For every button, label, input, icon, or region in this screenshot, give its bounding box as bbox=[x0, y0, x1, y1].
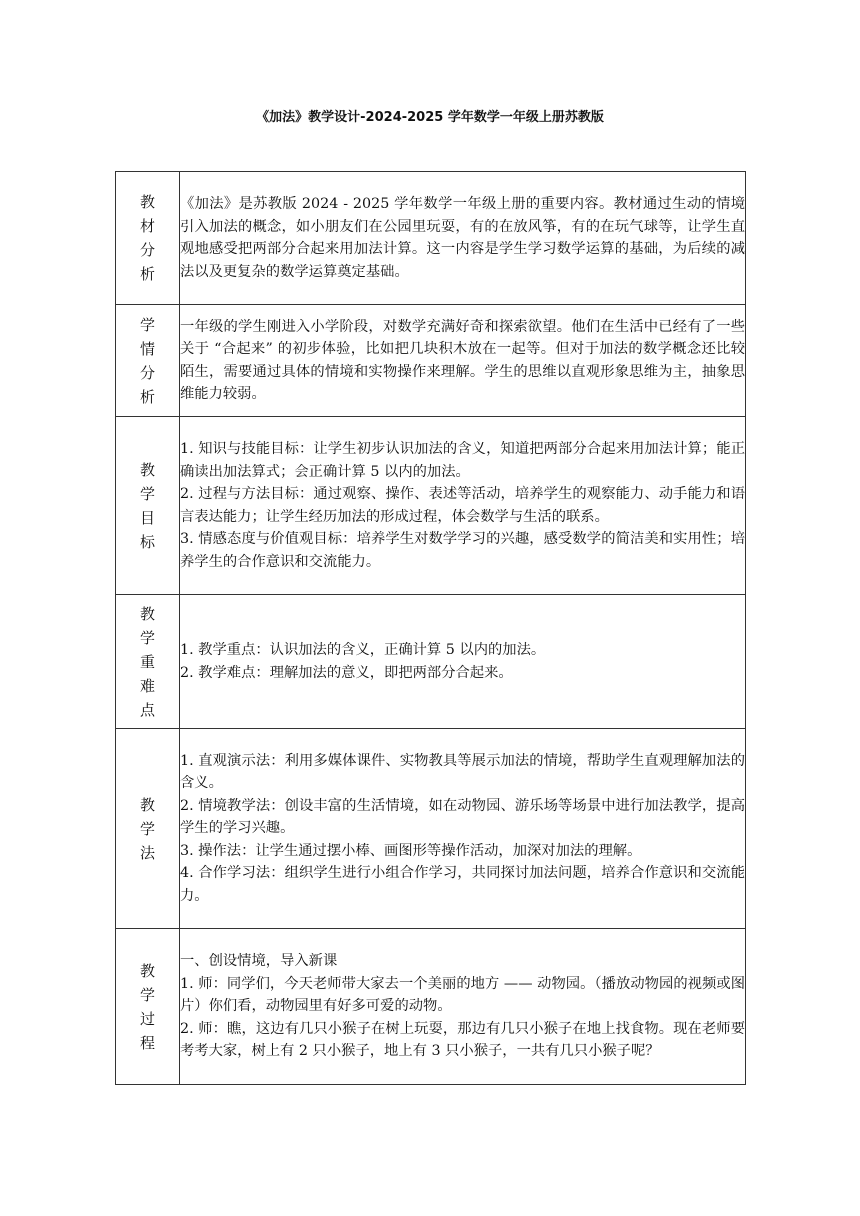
label-char: 过 bbox=[139, 1009, 155, 1028]
row-content-textbook-analysis bbox=[180, 172, 746, 305]
paragraph: 一年级的学生刚进入小学阶段，对数学充满好奇和探索欲望。他们在生活中已经有了一些关于 “合起来” 的初步体验，比如把几块积木放在一起等。但对于加法的数学概念还比较陌生，需要通过具体的情境和实物操作来理解。学生的思维以直观形象思维为主，抽象思维能力较弱。 bbox=[180, 318, 745, 402]
label-char: 重 bbox=[139, 652, 155, 671]
row-label-key-difficult-points bbox=[116, 595, 180, 729]
row-label-teaching-methods bbox=[116, 729, 180, 929]
row-content-student-analysis bbox=[180, 305, 746, 417]
row-label-student-analysis bbox=[116, 305, 180, 417]
paragraph: 2. 师：瞧，这边有几只小猴子在树上玩耍，那边有几只小猴子在地上找食物。现在老师要考考大家，树上有 2 只小猴子，地上有 3 只小猴子，一共有几只小猴子呢？ bbox=[180, 1020, 745, 1060]
row-label-teaching-goals bbox=[116, 417, 180, 595]
paragraph: 3. 情感态度与价值观目标：培养学生对数学学习的兴趣，感受数学的简洁美和实用性；培养学生的合作意识和交流能力。 bbox=[180, 531, 745, 570]
label-char: 点 bbox=[139, 700, 155, 719]
table-row-key-difficult-points bbox=[116, 595, 746, 729]
label-char: 学 bbox=[139, 985, 155, 1004]
paragraph: 一、创设情境，导入新课 bbox=[180, 953, 338, 970]
label-char: 程 bbox=[139, 1033, 155, 1052]
label-char: 法 bbox=[139, 843, 155, 862]
table-row-textbook-analysis bbox=[116, 172, 746, 305]
table-row-teaching-goals bbox=[116, 417, 746, 595]
paragraph: 3. 操作法：让学生通过摆小棒、画图形等操作活动，加深对加法的理解。 bbox=[180, 842, 642, 859]
label-char: 教 bbox=[139, 604, 155, 623]
row-content-key-difficult-points bbox=[180, 595, 746, 729]
paragraph: 《加法》是苏教版 2024 - 2025 学年数学一年级上册的重要内容。教材通过生动的情境引入加法的概念，如小朋友们在公园里玩耍，有的在放风筝，有的在玩气球等，让学生直观地感受把两部分合起来用加法计算。这一内容是学生学习数学运算的基础，为后续的减法以及更复杂的数学运算奠定基础。 bbox=[180, 196, 745, 280]
label-char: 析 bbox=[139, 387, 155, 406]
label-char: 析 bbox=[139, 265, 155, 283]
paragraph: 4. 合作学习法：组织学生进行小组合作学习，共同探讨加法问题，培养合作意识和交流能力。 bbox=[180, 865, 745, 904]
label-char: 难 bbox=[139, 676, 155, 695]
label-char: 材 bbox=[139, 217, 155, 235]
label-char: 目 bbox=[139, 508, 155, 527]
paragraph: 2. 过程与方法目标：通过观察、操作、表述等活动，培养学生的观察能力、动手能力和语言表达能力；让学生经历加法的形成过程，体会数学与生活的联系。 bbox=[180, 486, 745, 525]
label-char: 分 bbox=[139, 241, 155, 259]
paragraph: 2. 情境教学法：创设丰富的生活情境，如在动物园、游乐场等场景中进行加法教学，提高学生的学习兴趣。 bbox=[180, 797, 745, 837]
row-content-teaching-process bbox=[180, 929, 746, 1085]
row-label-textbook-analysis bbox=[116, 172, 180, 305]
paragraph: 1. 师：同学们，今天老师带大家去一个美丽的地方 —— 动物园。（播放动物园的视频或图片）你们看，动物园里有好多可爱的动物。 bbox=[180, 975, 745, 1015]
paragraph: 1. 知识与技能目标：让学生初步认识加法的含义，知道把两部分合起来用加法计算；能正确读出加法算式；会正确计算 5 以内的加法。 bbox=[180, 441, 745, 480]
label-char: 学 bbox=[139, 819, 155, 838]
page-title: 《加法》教学设计-2024-2025 学年数学一年级上册苏教版 bbox=[256, 110, 604, 125]
label-char: 分 bbox=[139, 363, 155, 382]
label-char: 学 bbox=[139, 628, 155, 647]
table-row-teaching-methods bbox=[116, 729, 746, 929]
label-char: 情 bbox=[139, 339, 155, 358]
label-char: 学 bbox=[139, 315, 155, 334]
lesson-plan-table bbox=[115, 171, 746, 1085]
label-char: 标 bbox=[139, 532, 155, 551]
label-char: 学 bbox=[139, 484, 155, 503]
table-row-student-analysis bbox=[116, 305, 746, 417]
label-char: 教 bbox=[139, 193, 155, 211]
table-row-teaching-process bbox=[116, 929, 746, 1085]
row-content-teaching-methods bbox=[180, 729, 746, 929]
paragraph: 1. 教学重点：认识加法的含义，正确计算 5 以内的加法。 bbox=[180, 642, 546, 658]
label-char: 教 bbox=[139, 460, 155, 479]
paragraph: 1. 直观演示法：利用多媒体课件、实物教具等展示加法的情境，帮助学生直观理解加法的含义。 bbox=[180, 752, 745, 792]
row-label-teaching-process bbox=[116, 929, 180, 1085]
paragraph: 2. 教学难点：理解加法的意义，即把两部分合起来。 bbox=[180, 664, 513, 681]
label-char: 教 bbox=[139, 795, 155, 814]
row-content-teaching-goals bbox=[180, 417, 746, 595]
label-char: 教 bbox=[139, 961, 155, 980]
